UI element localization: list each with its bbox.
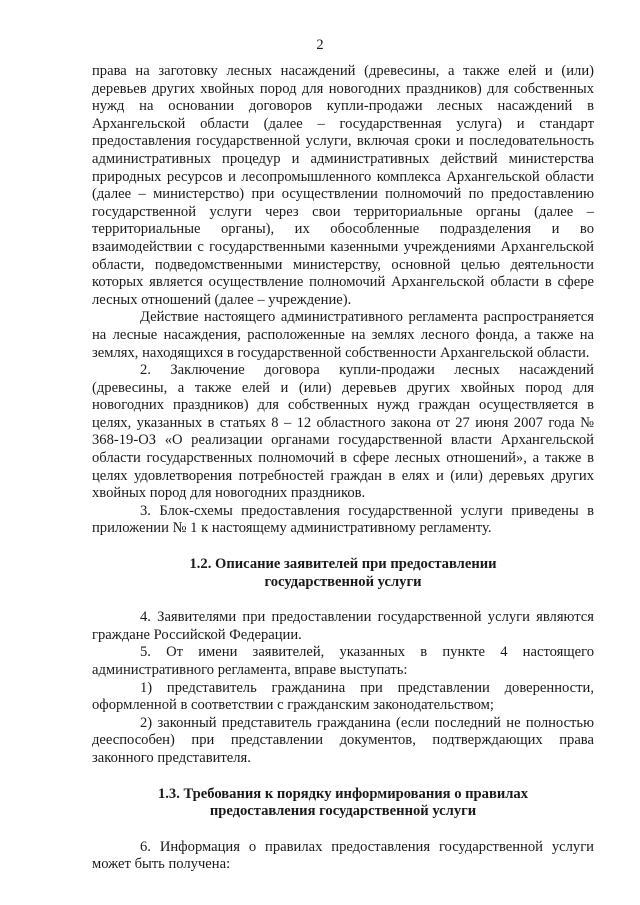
paragraph-item-5-1: 1) представитель гражданина при представлении доверенности, оформленной в соответствии с гражданским законодательством; [92,679,594,714]
paragraph-item-5-2: 2) законный представитель гражданина (если последний не полностью дееспособен) при представлении документов, подтверждающих права законного представителя. [92,714,594,766]
section-1-3-heading-line-2: предоставления государственной услуги [209,803,477,820]
paragraph-intro-continuation: права на заготовку лесных насаждений (древесины, а также елей и (или) деревьев других хвойных пород для новогодних праздников) для собственных нужд на основании договоров купли-продажи лесных насаждений в Архангельской области (далее – государственная услуга) и стандарт предоставления государственной услуги, включая сроки и последовательность административных процедур и административных действий министерства природных ресурсов и лесопромышленного комплекса Архангельской области (далее – министерство) при осуществлении полномочий по предоставлению государственной услуги через свои территориальные органы (далее – территориальные органы), их обособленные подразделения и во взаимодействии с государственными казенными учреждениями Архангельской области, подведомственными министерству, основной целью деятельности которых является осуществление полномочий Архангельской области в сфере лесных отношений (далее – учреждение). [92,63,594,308]
paragraph-item-4: 4. Заявителями при предоставлении государственной услуги являются граждане Российской Федерации. [92,609,594,643]
section-1-3-heading [92,786,594,821]
paragraph-item-2: 2. Заключение договора купли-продажи лесных насаждений (древесины, а также елей и (или) деревьев других хвойных пород для новогодних праздников) для собственных нужд граждан осуществляется в целях, указанных в статьях 8 – 12 областного закона от 27 июня 2007 года № 368-19-ОЗ «О реализации органами государственной власти Архангельской области государственных полномочий в сфере лесных отношений», а также в целях удовлетворения потребностей граждан в елях и (или) деревьях других хвойных пород для новогодних праздников. [92,362,594,502]
paragraph-item-3: 3. Блок-схемы предоставления государственной услуги приведены в приложении № 1 к настоящему административному регламенту. [92,502,594,537]
paragraph-item-5: 5. От имени заявителей, указанных в пункте 4 настоящего административного регламента, вправе выступать: [92,644,594,678]
section-1-3-heading-line-1: 1.3. Требования к порядку информирования о правилах [157,785,529,802]
spacer [92,768,594,786]
spacer [92,821,594,839]
section-1-2-heading [92,556,594,591]
spacer [92,538,594,556]
document-body [92,63,594,874]
paragraph-scope: Действие настоящего административного регламента распространяется на лесные насаждения, расположенные на землях лесного фонда, а также на землях, находящихся в государственной собственности Архангельской области. [92,309,594,361]
section-1-2-heading-line-2: государственной услуги [264,573,422,590]
spacer [92,591,594,609]
paragraph-item-6: 6. Информация о правилах предоставления государственной услуги может быть получена: [92,838,594,873]
section-1-2-heading-line-1: 1.2. Описание заявителей при предоставлении [189,556,497,573]
page-number: 2 [316,37,324,53]
